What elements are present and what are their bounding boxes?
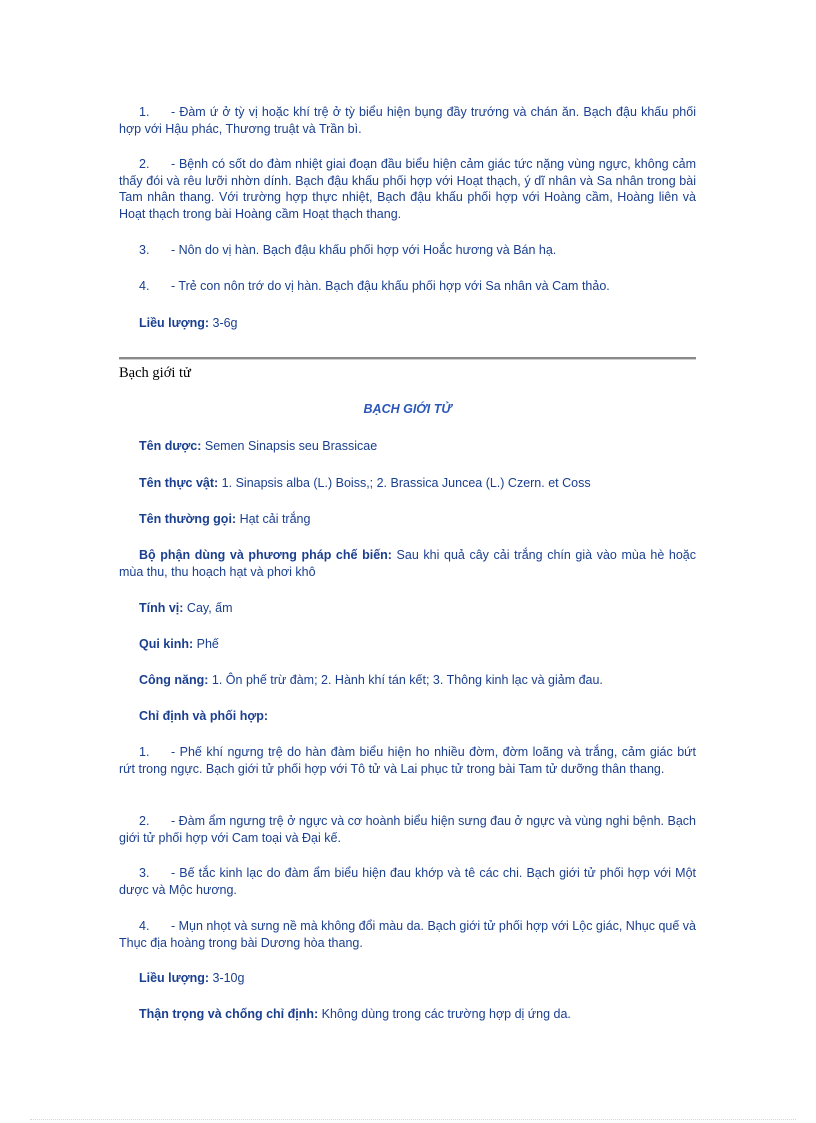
item-text: - Nôn do vị hàn. Bạch đậu khấu phối hợp với Hoắc hương và Bán hạ.	[171, 243, 557, 257]
field-label: Qui kinh:	[139, 637, 194, 651]
field-value: Phế	[193, 637, 219, 651]
item-text: - Đàm ứ ở tỳ vị hoặc khí trệ ở tỳ biểu hiện bụng đầy trướng và chán ăn. Bạch đậu khấu phối hợp với Hậu phác, Thương truật và Trần bì.	[119, 105, 696, 136]
field-label: Tên thực vật:	[139, 476, 219, 490]
horizontal-rule	[119, 357, 696, 360]
section-heading: Bạch giới tử	[119, 365, 191, 381]
field-label: Công năng:	[139, 673, 209, 687]
field-ten-thuong-goi	[119, 511, 696, 528]
item-number: 2.	[139, 814, 150, 828]
caution	[119, 1006, 696, 1023]
dosage-label: Liều lượng:	[139, 316, 210, 330]
caution-value: Không dùng trong các trường hợp dị ứng da.	[318, 1007, 571, 1021]
list-item	[119, 865, 696, 898]
field-ten-duoc	[119, 438, 696, 455]
page-bottom-border	[30, 1119, 796, 1120]
field-value: Semen Sinapsis seu Brassicae	[201, 439, 378, 453]
list-item	[119, 744, 696, 777]
list-item	[119, 918, 696, 951]
dosage-label: Liều lượng:	[139, 971, 210, 985]
field-chi-dinh	[119, 708, 696, 725]
item-number: 4.	[139, 279, 150, 293]
dosage-prev	[119, 315, 696, 332]
field-value: Sau khi quả cây cải trắng chín già vào mùa hè hoặc mùa thu, thu hoạch hạt và phơi khô	[119, 548, 697, 579]
field-value: 1. Ôn phế trừ đàm; 2. Hành khí tán kết; 3. Thông kinh lạc và giảm đau.	[208, 673, 603, 687]
list-item	[119, 813, 696, 846]
item-text: - Bế tắc kinh lạc do đàm ẩm biểu hiện đau khớp và tê các chi. Bạch giới tử phối hợp với Một dược và Mộc hương.	[119, 866, 696, 897]
list-item	[119, 278, 696, 295]
field-label: Tên thường gọi:	[139, 512, 237, 526]
field-label: Chỉ định và phối hợp:	[139, 709, 269, 723]
item-text: - Đàm ẩm ngưng trệ ở ngực và cơ hoành biểu hiện sưng đau ở ngực và vùng nghi bệnh. Bạch giới tử phối hợp với Cam toại và Đại kế.	[119, 814, 696, 845]
list-item	[119, 242, 696, 259]
item-number: 2.	[139, 157, 150, 171]
item-number: 3.	[139, 866, 150, 880]
field-value: 1. Sinapsis alba (L.) Boiss,; 2. Brassica Juncea (L.) Czern. et Coss	[218, 476, 591, 490]
field-label: Tên dược:	[139, 439, 202, 453]
item-number: 3.	[139, 243, 150, 257]
field-qui-kinh	[119, 636, 696, 653]
item-number: 4.	[139, 919, 150, 933]
list-item	[119, 104, 696, 137]
item-number: 1.	[139, 105, 150, 119]
dosage-value: 3-6g	[209, 316, 238, 330]
item-text: - Bệnh có sốt do đàm nhiệt giai đoạn đầu biểu hiện cảm giác tức nặng vùng ngực, không cảm thấy đói và rêu lưỡi nhờn dính. Bạch đậu khấu phối hợp với Hoạt thạch, ý dĩ nhân và Sa nhân trong bài Tam nhân thang. Với trường hợp thực nhiệt, Bạch đậu khấu phối hợp với Hoàng cầm, Hoàng liên và Hoạt thạch trong bài Hoàng cầm Hoạt thạch thang.	[119, 157, 696, 221]
page-title: BẠCH GIỚI TỬ	[363, 402, 452, 416]
field-bo-phan	[119, 547, 696, 580]
field-cong-nang	[119, 672, 696, 689]
item-text: - Trẻ con nôn trớ do vị hàn. Bạch đậu khấu phối hợp với Sa nhân và Cam thảo.	[171, 279, 610, 293]
list-item	[119, 156, 696, 222]
field-value: Hạt cải trắng	[236, 512, 311, 526]
dosage-value: 3-10g	[209, 971, 245, 985]
field-label: Tính vị:	[139, 601, 184, 615]
item-text: - Mụn nhọt và sưng nề mà không đổi màu da. Bạch giới tử phối hợp với Lộc giác, Nhục quế và Thục địa hoàng trong bài Dương hòa thang.	[119, 919, 696, 950]
field-ten-thuc-vat	[119, 475, 696, 492]
caution-label: Thận trọng và chống chỉ định:	[139, 1007, 319, 1021]
dosage	[119, 970, 696, 987]
field-label: Bộ phận dùng và phương pháp chế biến:	[139, 548, 392, 562]
field-tinh-vi	[119, 600, 696, 617]
item-text: - Phế khí ngưng trệ do hàn đàm biểu hiện ho nhiều đờm, đờm loãng và trắng, cảm giác bứt rứt trong ngực. Bạch giới tử phối hợp với Tô tử và Lai phục tử trong bài Tam tử dưỡng thân thang.	[119, 745, 696, 776]
item-number: 1.	[139, 745, 150, 759]
field-value: Cay, ấm	[183, 601, 233, 615]
